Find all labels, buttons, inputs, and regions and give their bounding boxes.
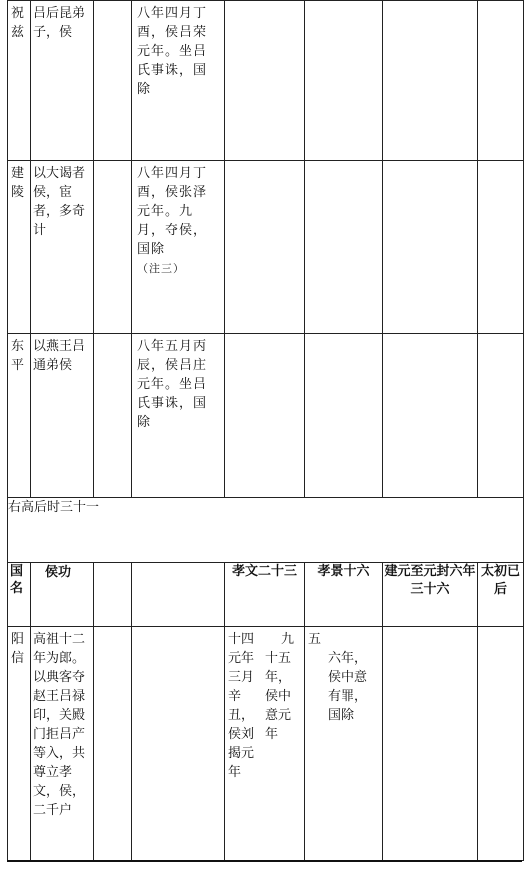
empty-cell (225, 334, 305, 498)
empty-cell (383, 627, 478, 861)
empty-cell (383, 334, 478, 498)
hou-gong: 以大谒者侯，宦者，多奇计 (31, 161, 94, 334)
empty-cell (305, 161, 383, 334)
empty-cell (225, 1, 305, 161)
gaohou-record: 八年五月丙辰，侯吕庄元年。坐吕氏事诛，国除 (132, 334, 225, 498)
bottom-rule (7, 860, 522, 862)
empty-cell (478, 161, 524, 334)
header-gong: 侯功 (31, 563, 94, 627)
header-guo: 国名 (8, 563, 31, 627)
empty-cell (478, 627, 524, 861)
guo-name: 祝兹 (8, 1, 31, 161)
gaohou-record: 八年四月丁酉，侯吕荣元年。坐吕氏事诛，国除 (132, 1, 225, 161)
empty-cell (94, 563, 132, 627)
jing-count: 五 (308, 632, 322, 647)
hou-gong: 以燕王吕通弟侯 (31, 334, 94, 498)
wen-col1-count: 十四 (228, 632, 255, 647)
header-taichu: 太初已后 (478, 563, 524, 627)
empty-cell (305, 1, 383, 161)
empty-cell (94, 334, 132, 498)
header-jing: 孝景十六 (305, 563, 383, 627)
wen-col-2 (265, 630, 302, 782)
guo-name: 东平 (8, 334, 31, 498)
guo-name: 建陵 (8, 161, 31, 334)
table-row-dongping (8, 334, 524, 498)
empty-cell (383, 1, 478, 161)
header-jianyuan: 建元至元封六年三十六 (383, 563, 478, 627)
table-row-jianling (8, 161, 524, 334)
annotation-note: （注三） (137, 262, 185, 275)
empty-cell (94, 161, 132, 334)
empty-cell (225, 161, 305, 334)
gaohou-record: 八年四月丁酉，侯张泽元年。九月，夺侯，国除 (137, 166, 208, 257)
empty-cell (383, 161, 478, 334)
empty-cell (132, 627, 225, 861)
empty-cell (478, 334, 524, 498)
hou-gong: 吕后昆弟子，侯 (31, 1, 94, 161)
table-row-zhuzi (8, 1, 524, 161)
hou-gong: 高祖十二年为郎。以典客夺赵王吕禄印，关殿门拒吕产等入，共尊立孝文，侯，二千户 (31, 627, 94, 861)
empty-cell (132, 563, 225, 627)
jing-record (305, 627, 383, 861)
empty-cell (94, 1, 132, 161)
wen-col2-count: 九 (281, 632, 295, 647)
summary-row (8, 498, 524, 563)
empty-cell (305, 334, 383, 498)
wen-record (225, 627, 305, 861)
wen-col-1 (228, 630, 265, 782)
guo-name: 阳信 (8, 627, 31, 861)
empty-cell (94, 627, 132, 861)
table-header (8, 563, 524, 627)
wen-col1-text: 元年三月辛丑，侯刘揭元年 (228, 651, 255, 780)
jing-text: 六年，侯中意有罪，国除 (328, 651, 368, 723)
marquis-table (7, 0, 524, 861)
wen-col2-text: 十五年，侯中意元年 (265, 651, 292, 742)
gaohou-record-cell (132, 161, 225, 334)
empty-cell (478, 1, 524, 161)
table-row-yangxin (8, 627, 524, 861)
header-wen: 孝文二十三 (225, 563, 305, 627)
summary-text: 右高后时三十一 (8, 498, 524, 563)
